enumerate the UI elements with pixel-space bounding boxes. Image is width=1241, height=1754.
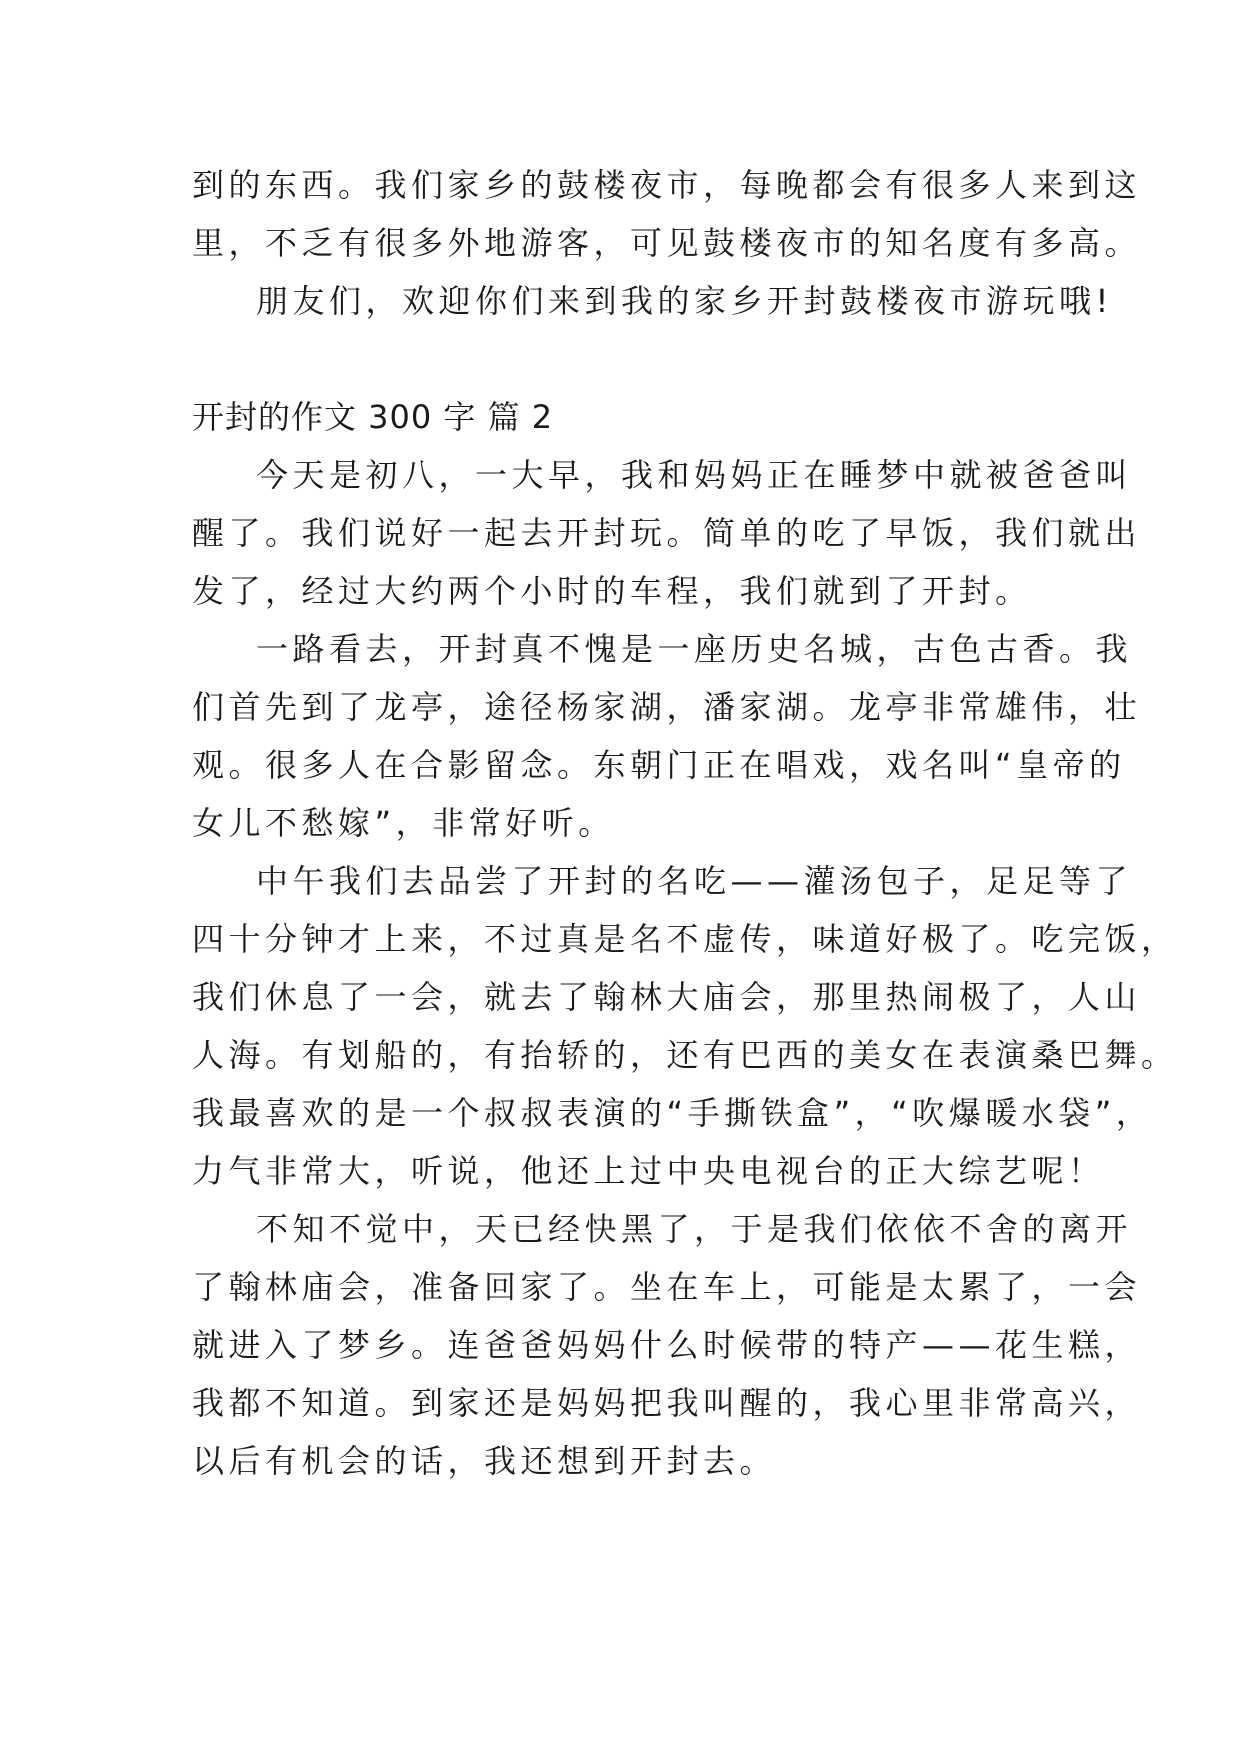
text-line: 中午我们去品尝了开封的名吃——灌汤包子，足足等了 <box>256 862 1133 900</box>
text-line: 们首先到了龙亭，途径杨家湖，潘家湖。龙亭非常雄伟，壮 <box>192 688 1142 726</box>
text-line: 以后有机会的话，我还想到开封去。 <box>192 1442 777 1480</box>
text-line: 女儿不愁嫁”，非常好听。 <box>192 804 615 842</box>
text-line: 到的东西。我们家乡的鼓楼夜市，每晚都会有很多人来到这 <box>192 166 1142 204</box>
text-line: 我们休息了一会，就去了翰林大庙会，那里热闹极了，人山 <box>192 978 1142 1016</box>
text-line: 一路看去，开封真不愧是一座历史名城，古色古香。我 <box>256 630 1133 668</box>
text-line: 人海。有划船的，有抬轿的，还有巴西的美女在表演桑巴舞。 <box>192 1036 1178 1074</box>
text-line: 今天是初八，一大早，我和妈妈正在睡梦中就被爸爸叫 <box>256 456 1133 494</box>
text-line: 就进入了梦乡。连爸爸妈妈什么时候带的特产——花生糕， <box>192 1326 1142 1364</box>
text-line: 不知不觉中，天已经快黑了，于是我们依依不舍的离开 <box>256 1210 1133 1248</box>
section-heading: 开封的作文 300 字 篇 2 <box>192 398 554 436</box>
text-line: 我都不知道。到家还是妈妈把我叫醒的，我心里非常高兴， <box>192 1384 1142 1422</box>
text-line: 醒了。我们说好一起去开封玩。简单的吃了早饭，我们就出 <box>192 514 1142 552</box>
text-line: 了翰林庙会，准备回家了。坐在车上，可能是太累了，一会 <box>192 1268 1142 1306</box>
text-line: 我最喜欢的是一个叔叔表演的“手撕铁盒”，“吹爆暖水袋”， <box>192 1094 1153 1132</box>
text-line: 发了，经过大约两个小时的车程，我们就到了开封。 <box>192 572 1032 610</box>
text-line: 力气非常大，听说，他还上过中央电视台的正大综艺呢！ <box>192 1152 1105 1190</box>
text-line: 四十分钟才上来，不过真是名不虚传，味道好极了。吃完饭， <box>192 920 1178 958</box>
text-line: 观。很多人在合影留念。东朝门正在唱戏，戏名叫“皇帝的 <box>192 746 1126 784</box>
text-line: 里，不乏有很多外地游客，可见鼓楼夜市的知名度有多高。 <box>192 224 1142 262</box>
text-line: 朋友们，欢迎你们来到我的家乡开封鼓楼夜市游玩哦! <box>256 282 1113 320</box>
